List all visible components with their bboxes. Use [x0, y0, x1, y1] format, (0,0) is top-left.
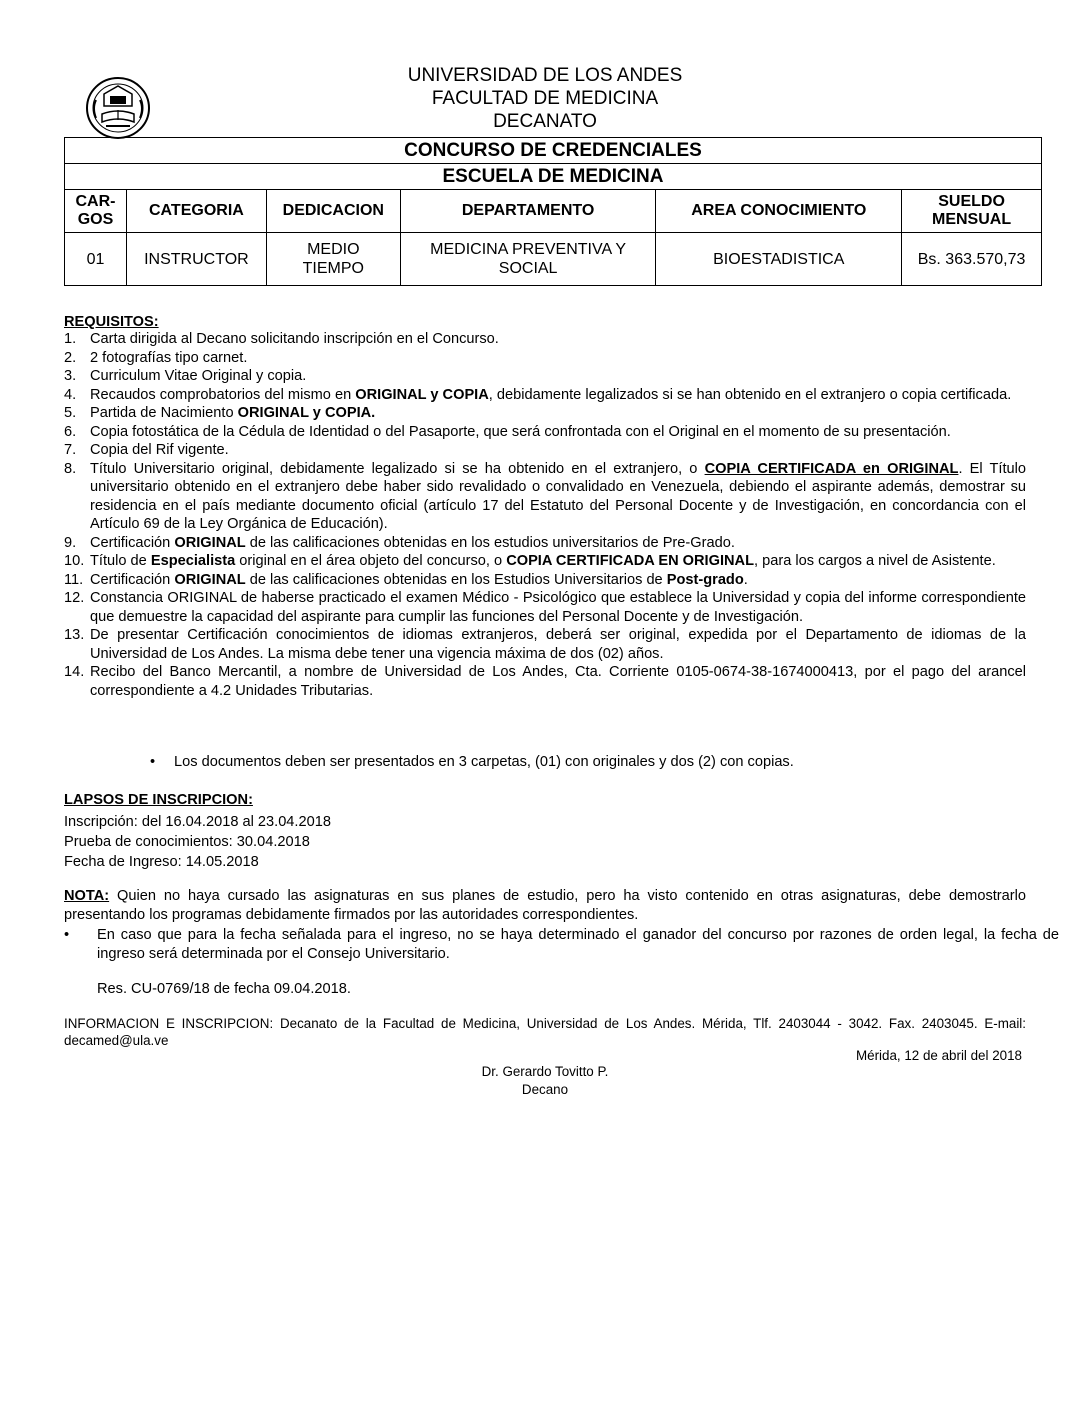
- item-number: 4.: [64, 386, 77, 403]
- item-text: Certificación: [90, 571, 175, 588]
- col-dedicacion: DEDICACION: [266, 190, 400, 233]
- list-item: [64, 441, 1026, 460]
- nota-text: Quien no haya cursado las asignaturas en sus planes de estudio, pero ha visto contenido en otras asignaturas, debe demostrarlo presentando los programas debidamente firmados por las autoridades correspondientes.: [64, 888, 1026, 923]
- item-text: Copia del Rif vigente.: [90, 442, 229, 458]
- item-number: 9.: [64, 534, 77, 551]
- col-sueldo: [902, 190, 1042, 233]
- item-text: , para los cargos a nivel de Asistente.: [754, 553, 996, 569]
- nota-bullet: [64, 926, 1059, 963]
- item-emphasis: ORIGINAL: [174, 534, 246, 551]
- signer-title: Decano: [521, 1082, 569, 1097]
- nota-paragraph: [64, 887, 1026, 924]
- cell-dedicacion-line2: TIEMPO: [302, 260, 364, 277]
- requisitos-title: REQUISITOS:: [64, 314, 159, 330]
- lapso-ingreso: Fecha de Ingreso: 14.05.2018: [64, 854, 259, 870]
- item-text: Partida de Nacimiento: [90, 405, 238, 421]
- resolution: Res. CU-0769/18 de fecha 09.04.2018.: [97, 981, 351, 997]
- col-cargos-line1: CAR-: [75, 193, 116, 210]
- item-text: Copia fotostática de la Cédula de Identidad o del Pasaporte, que será confrontada con el Original en el momento de su presentación.: [90, 423, 951, 440]
- item-number: 7.: [64, 442, 77, 458]
- item-emphasis: ORIGINAL y COPIA: [355, 386, 489, 403]
- cell-dedicacion-line1: MEDIO: [307, 241, 360, 258]
- table-title-row: [65, 138, 1042, 164]
- requisitos-list: [64, 330, 1026, 700]
- table-subtitle: ESCUELA DE MEDICINA: [65, 164, 1042, 190]
- list-item: [64, 589, 1026, 626]
- item-emphasis: ORIGINAL y COPIA.: [237, 405, 376, 421]
- item-text: original en el área objeto del concurso, o: [235, 553, 507, 569]
- document-header: [300, 64, 790, 133]
- item-text: 2 fotografías tipo carnet.: [90, 349, 248, 366]
- folders-note: [150, 753, 1054, 772]
- cell-dedicacion: [266, 233, 400, 286]
- col-departamento: DEPARTAMENTO: [400, 190, 656, 233]
- lapsos-title: LAPSOS DE INSCRIPCION:: [64, 792, 253, 808]
- item-number: 13.: [64, 627, 85, 643]
- cell-departamento-line1: MEDICINA PREVENTIVA Y: [430, 241, 627, 258]
- item-number: 12.: [64, 590, 85, 606]
- list-item: [64, 330, 1026, 349]
- item-text: Carta dirigida al Decano solicitando inscripción en el Concurso.: [90, 331, 499, 347]
- col-area: AREA CONOCIMIENTO: [656, 190, 902, 233]
- university-seal-icon: [84, 74, 152, 140]
- item-text: Curriculum Vitae Original y copia.: [90, 368, 307, 384]
- item-emphasis: Especialista: [150, 553, 236, 569]
- list-item: [64, 663, 1026, 700]
- list-item: [64, 404, 1026, 423]
- list-item: [64, 460, 1026, 534]
- list-item: [64, 626, 1026, 663]
- item-text: Título Universitario original, debidamente legalizado si se ha obtenido en el extranjero, o: [90, 460, 705, 477]
- item-emphasis: Post-grado: [666, 571, 744, 588]
- item-text: Constancia ORIGINAL de haberse practicado el examen Médico - Psicológico que establece la Universidad y copia del informe correspondiente que demuestre la capacidad del aspirante para cumplir las funciones del Personal Docente y de Investigación.: [90, 590, 1026, 625]
- item-text: , debidamente legalizados si se han obtenido en el extranjero o copia certificada.: [488, 386, 1012, 403]
- cell-cargos: 01: [65, 233, 127, 286]
- item-number: 5.: [64, 405, 77, 421]
- table-title: CONCURSO DE CREDENCIALES: [65, 138, 1042, 164]
- item-text: De presentar Certificación conocimientos de idiomas extranjeros, deberá ser original, expedida por el Departamento de idiomas de la Universidad de Los Andes. La misma debe tener una vigencia máxima de dos (02) años.: [90, 627, 1026, 662]
- bullet-icon: •: [64, 927, 70, 943]
- lapso-inscripcion: Inscripción: del 16.04.2018 al 23.04.2018: [64, 814, 331, 830]
- table-row: [65, 233, 1042, 286]
- item-text: .: [743, 571, 748, 588]
- nota-bullet-text: En caso que para la fecha señalada para el ingreso, no se haya determinado el ganador del concurso por razones de orden legal, la fecha de ingreso será determinada por el Consejo Universitario.: [97, 927, 1059, 962]
- list-item: [64, 367, 1026, 386]
- footer-date: Mérida, 12 de abril del 2018: [855, 1048, 1022, 1063]
- item-text: de las calificaciones obtenidas en los Estudios Universitarios de: [245, 571, 667, 588]
- office-name: DECANATO: [493, 111, 597, 132]
- cell-departamento-line2: SOCIAL: [498, 260, 558, 277]
- item-number: 6.: [64, 423, 77, 440]
- col-cargos: [65, 190, 127, 233]
- item-number: 3.: [64, 368, 77, 384]
- list-item: [64, 349, 1026, 368]
- item-emphasis: ORIGINAL: [174, 571, 246, 588]
- folders-note-text: Los documentos deben ser presentados en 3 carpetas, (01) con originales y dos (2) con copias.: [174, 754, 794, 770]
- list-item: [64, 423, 1026, 442]
- item-number: 8.: [64, 460, 77, 477]
- item-number: 11.: [64, 571, 84, 588]
- cell-sueldo: Bs. 363.570,73: [902, 233, 1042, 286]
- table-subtitle-row: [65, 164, 1042, 190]
- faculty-name: FACULTAD DE MEDICINA: [431, 88, 659, 109]
- item-number: 10.: [64, 553, 85, 569]
- item-number: 14.: [64, 664, 85, 680]
- bullet-icon: •: [150, 754, 156, 770]
- col-categoria: CATEGORIA: [126, 190, 266, 233]
- nota-label: NOTA:: [64, 888, 110, 904]
- item-emphasis: COPIA CERTIFICADA EN ORIGINAL: [506, 553, 755, 569]
- table-header-row: [65, 190, 1042, 233]
- signer-name: Dr. Gerardo Tovitto P.: [481, 1064, 609, 1079]
- col-sueldo-line2: MENSUAL: [932, 211, 1012, 228]
- item-text: Certificación: [90, 534, 175, 551]
- footer-info: INFORMACION E INSCRIPCION: Decanato de la Facultad de Medicina, Universidad de Los Andes. Mérida, Tlf. 2403044 - 3042. Fax. 2403045. E-mail: decamed@ula.ve: [64, 1016, 1026, 1048]
- cell-area: BIOESTADISTICA: [656, 233, 902, 286]
- item-text: . El Título universitario obtenido en el extranjero debe haber sido revalidado o convalidado en Venezuela, debiendo el aspirante además, demostrar su residencia en el país mediante documento oficial (artículo 17 del Estatuto del Personal Docente y de Investigación, en concordancia con el Artículo 69 de la Ley Orgánica de Educación).: [90, 460, 1026, 532]
- item-number: 1.: [64, 331, 77, 347]
- university-name: UNIVERSIDAD DE LOS ANDES: [407, 65, 683, 86]
- col-cargos-line2: GOS: [77, 211, 114, 228]
- item-emphasis: COPIA CERTIFICADA en ORIGINAL: [704, 460, 959, 477]
- item-number: 2.: [64, 349, 77, 366]
- item-text: Título de: [90, 553, 151, 569]
- col-sueldo-line1: SUELDO: [938, 193, 1005, 210]
- list-item: [64, 571, 1026, 590]
- list-item: [64, 552, 1026, 571]
- item-text: Recibo del Banco Mercantil, a nombre de Universidad de Los Andes, Cta. Corriente 0105-0674-38-1674000413, por el pago del arancel correspondiente a 4.2 Unidades Tributarias.: [90, 664, 1026, 699]
- contest-table: [64, 137, 1042, 286]
- item-text: de las calificaciones obtenidas en los estudios universitarios de Pre-Grado.: [245, 534, 735, 551]
- lapso-prueba: Prueba de conocimientos: 30.04.2018: [64, 834, 310, 850]
- item-text: Recaudos comprobatorios del mismo en: [90, 386, 356, 403]
- list-item: [64, 386, 1026, 405]
- cell-departamento: [400, 233, 656, 286]
- cell-categoria: INSTRUCTOR: [126, 233, 266, 286]
- list-item: [64, 534, 1026, 553]
